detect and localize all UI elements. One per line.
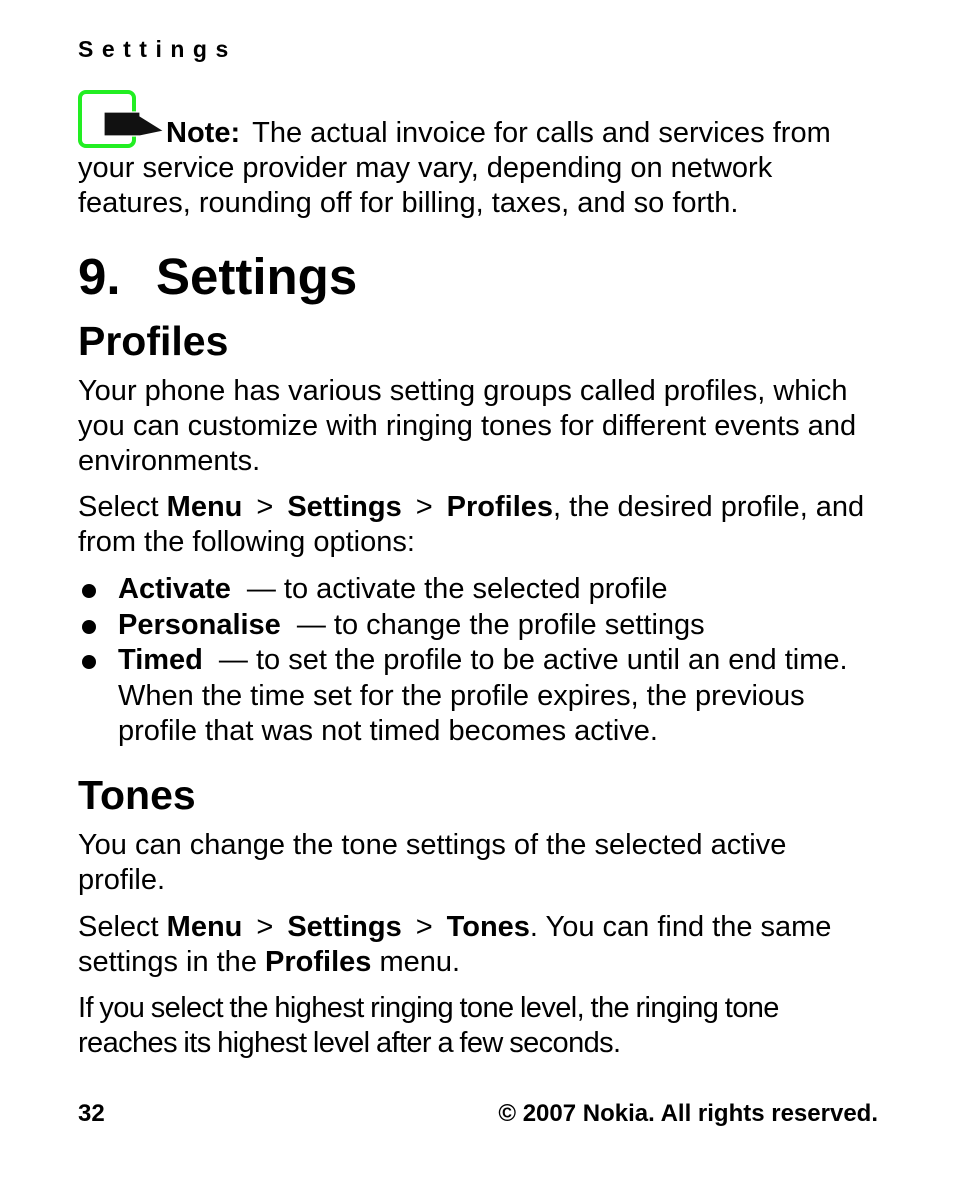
option-term: Personalise xyxy=(118,608,281,641)
profile-options-list xyxy=(78,572,878,750)
menu-name-profiles: Profiles xyxy=(265,946,372,978)
select-mid: . You can find the same settings in the xyxy=(78,911,832,978)
path-menu: Menu xyxy=(166,911,243,943)
select-word: Select xyxy=(78,911,159,943)
tones-select-instruction xyxy=(78,910,878,980)
note-text: The actual invoice for calls and services from your service provider may vary, depending on network features, rounding off for billing, taxes, and so forth. xyxy=(78,117,831,219)
path-menu: Menu xyxy=(166,491,243,523)
note-hand-icon xyxy=(78,90,168,150)
copyright: © 2007 Nokia. All rights reserved. xyxy=(498,1100,878,1127)
tones-intro: You can change the tone settings of the selected active profile. xyxy=(78,829,787,896)
option-term: Activate xyxy=(118,573,231,605)
path-separator: > xyxy=(415,911,433,943)
list-item xyxy=(78,608,878,644)
list-item xyxy=(78,643,878,750)
profiles-select-instruction xyxy=(78,490,878,560)
note-block xyxy=(78,90,878,221)
page-number: 32 xyxy=(78,1100,105,1127)
list-item xyxy=(78,572,878,608)
path-separator: > xyxy=(256,491,274,523)
profiles-intro: Your phone has various setting groups called profiles, which you can customize with ringing tones for different events and environments. xyxy=(78,375,857,477)
path-settings: Settings xyxy=(287,491,402,523)
select-suffix: , the desired profile, and from the following options: xyxy=(78,491,865,558)
option-desc: — to set the profile to be active until an end time. When the time set for the profile expires, the previous profile that was not timed becomes active. xyxy=(118,644,848,747)
select-suffix: menu. xyxy=(379,946,461,978)
tone-level-note: If you select the highest ringing tone level, the ringing tone reaches its highest level after a few seconds. xyxy=(78,992,779,1059)
path-profiles: Profiles xyxy=(446,491,554,523)
note-paragraph xyxy=(78,90,878,221)
option-term: Timed xyxy=(118,644,203,676)
chapter-title xyxy=(78,248,357,306)
path-tones: Tones xyxy=(446,911,530,943)
path-separator: > xyxy=(256,911,274,943)
running-head: Settings xyxy=(78,36,237,62)
path-separator: > xyxy=(415,491,433,523)
profiles-heading: Profiles xyxy=(78,318,229,364)
option-desc: — to activate the selected profile xyxy=(246,573,668,605)
tones-heading: Tones xyxy=(78,772,196,818)
chapter-title-text: Settings xyxy=(156,248,358,305)
chapter-number: 9. xyxy=(78,248,121,305)
note-label: Note: xyxy=(166,117,241,149)
option-desc: — to change the profile settings xyxy=(296,608,705,641)
path-settings: Settings xyxy=(287,911,402,943)
select-word: Select xyxy=(78,491,159,523)
